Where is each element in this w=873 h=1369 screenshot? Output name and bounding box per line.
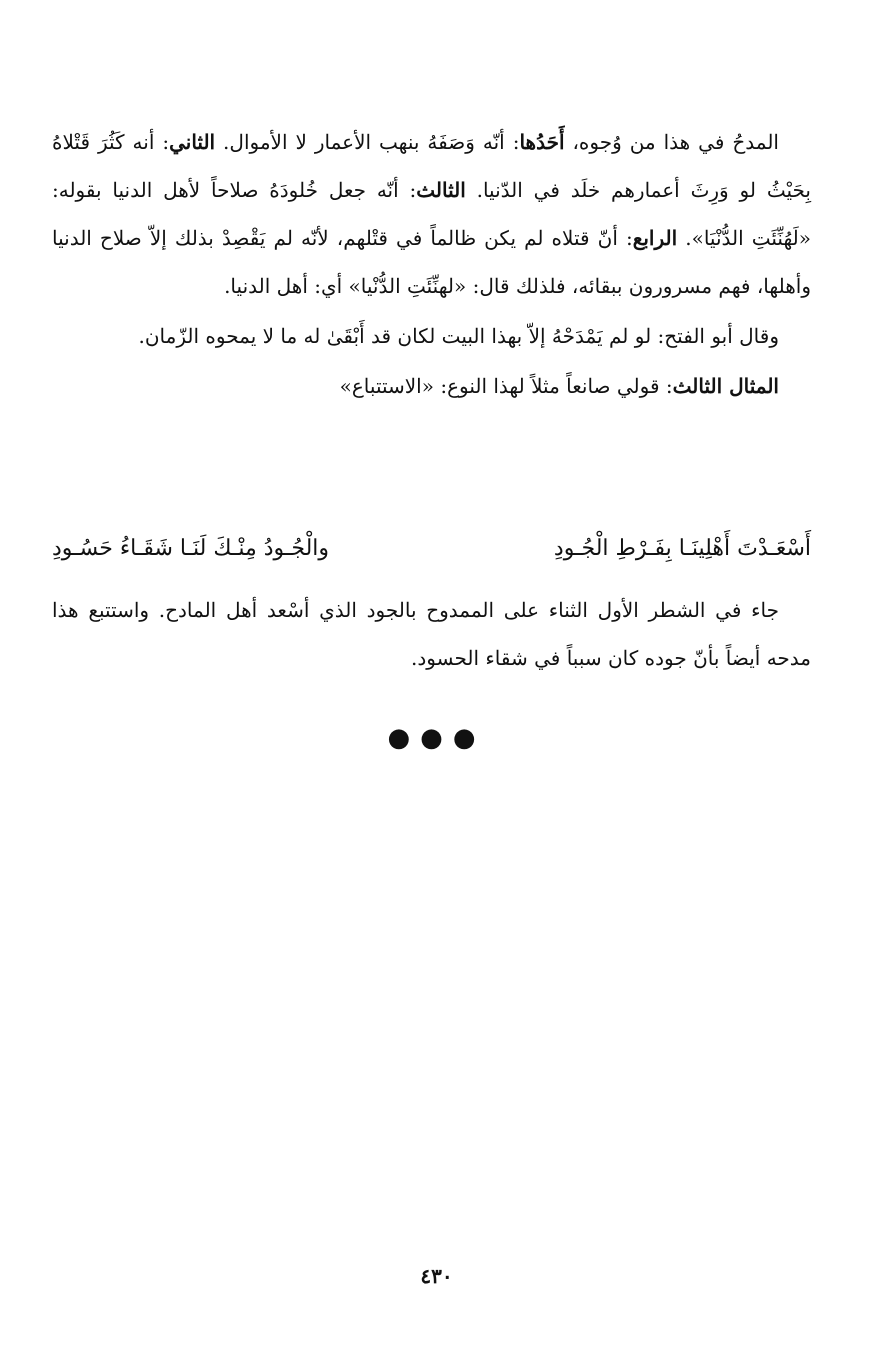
main-text-block — [52, 118, 811, 410]
explanation-block — [52, 586, 811, 682]
paragraph-third-example — [52, 362, 811, 410]
paragraph-abu-al-fath: وقال أبو الفتح: لو لم يَمْدَحْهُ إلاّ بهذا البيت لكان قد أَبْقَىٰ له ما لا يمحوه الزّمان. — [138, 324, 779, 348]
text-run: المدحُ في هذا من وُجوه، — [564, 130, 779, 154]
heading-third: الثالث — [416, 178, 466, 202]
paragraph-explanation: جاء في الشطر الأول الثناء على الممدوح بالجود الذي أسْعد أهل المادح. واستتبع هذا مدحه أيضاً بأنّ جوده كان سبباً في شقاء الحسود. — [52, 598, 811, 670]
text-run: : أنه كَثُرَ قَتْلاهُ بِحَيْثُ لو وَرِثَ أعمارهم خلَد في الدّنيا. — [52, 130, 811, 202]
heading-fourth: الرابع — [632, 226, 678, 250]
paragraph-praise-aspects — [52, 118, 811, 310]
text-run: : أنّه وَصَفَهُ بنهب الأعمار لا الأموال. — [215, 130, 520, 154]
verse-first-hemistich: أَسْعَـدْتَ أَهْلِينَـا بِفَـرْطِ الْجُـودِ — [553, 535, 811, 561]
section-separator-dots: ●●● — [387, 723, 486, 753]
text-run: : أنّ قتلاه لم يكن ظالماً في قتْلهم، لأنّه لم يَقْصِدْ بذلك إلاّ صلاح الدنيا وأهلها، فهم مسرورون ببقائه، فلذلك قال: «لهنِّئَتِ الدُّنْيا» أي: أهل الدنيا. — [52, 226, 811, 298]
text-run: : قولي صانعاً مثلاً لهذا النوع: «الاستتباع» — [339, 374, 673, 398]
page-number: ٤٣٠ — [420, 1264, 453, 1288]
verse-second-hemistich: والْجُـودُ مِنْـكَ لَنَـا شَقَـاءُ حَسُـودِ — [52, 535, 330, 561]
poetry-verse — [52, 524, 811, 572]
heading-third-example: المثال الثالث — [672, 374, 779, 398]
heading-first: أَحَدُها — [519, 130, 565, 154]
heading-second: الثاني — [169, 130, 216, 154]
text-run: : أنّه جعل خُلودَهُ صلاحاً لأهل الدنيا بقوله: «لَهُنِّئَتِ الدُّنْيَا». — [52, 178, 811, 250]
